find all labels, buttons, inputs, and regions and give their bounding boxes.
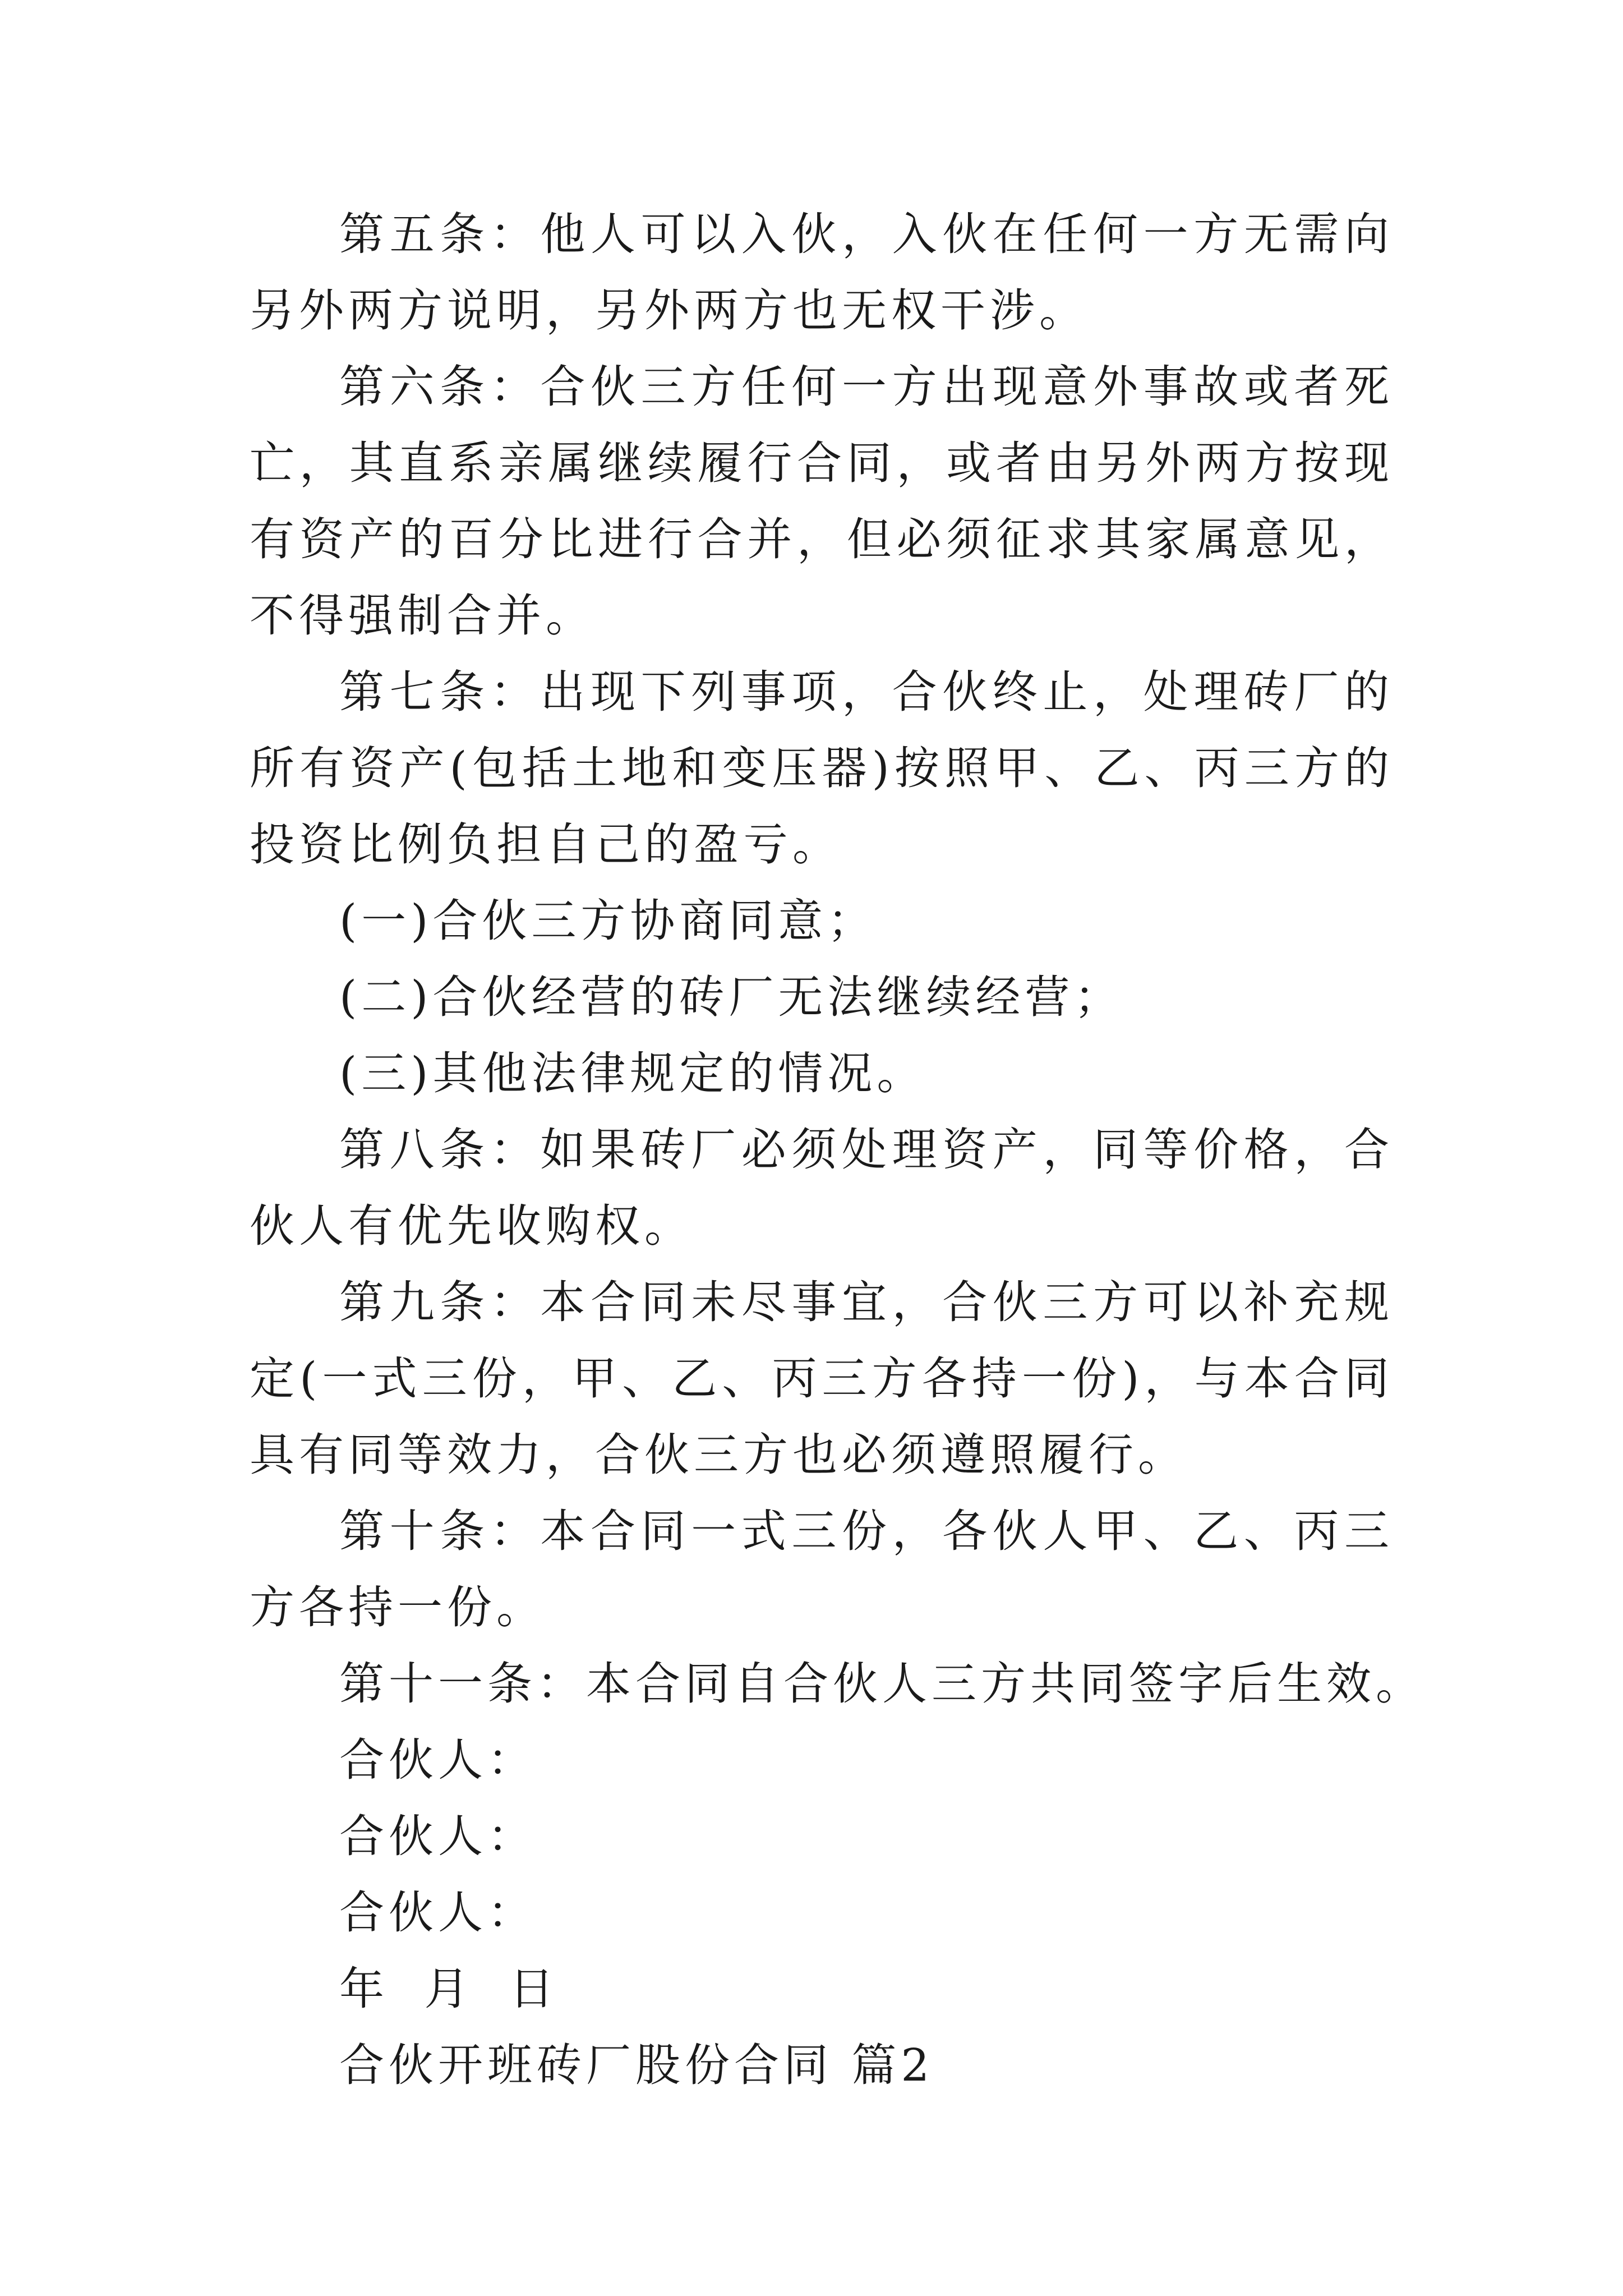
- article-11: 第十一条：本合同自合伙人三方共同签字后生效。: [339, 1658, 1425, 1710]
- next-section-title: 合伙开班砖厂股份合同 篇2: [339, 2039, 934, 2091]
- article-7-item-2: (二)合伙经营的砖厂无法继续经营；: [339, 971, 1124, 1023]
- signature-partner-1: 合伙人：: [339, 1734, 537, 1786]
- article-7-item-1: (一)合伙三方协商同意；: [339, 895, 877, 947]
- article-7: 第七条：出现下列事项，合伙终止，处理砖厂的所有资产(包括土地和变压器)按照甲、乙、丙三方的投资比例负担自己的盈亏。: [250, 666, 1394, 871]
- article-5: 第五条：他人可以入伙，入伙在任何一方无需向另外两方说明，另外两方也无权干涉。: [250, 208, 1394, 337]
- document-body: [250, 196, 1425, 2104]
- signature-partner-2: 合伙人：: [339, 1810, 537, 1862]
- article-9: 第九条：本合同未尽事宜，合伙三方可以补充规定(一式三份，甲、乙、丙三方各持一份)，与本合同具有同等效力，合伙三方也必须遵照履行。: [250, 1276, 1394, 1481]
- article-7-item-3: (三)其他法律规定的情况。: [339, 1047, 926, 1099]
- date-line: 年 月 日: [339, 1963, 559, 2015]
- article-10: 第十条：本合同一式三份，各伙人甲、乙、丙三方各持一份。: [250, 1505, 1394, 1634]
- article-8: 第八条：如果砖厂必须处理资产，同等价格，合伙人有优先收购权。: [250, 1124, 1394, 1252]
- signature-partner-3: 合伙人：: [339, 1887, 537, 1939]
- article-6: 第六条：合伙三方任何一方出现意外事故或者死亡，其直系亲属继续履行合同，或者由另外两方按现有资产的百分比进行合并，但必须征求其家属意见，不得强制合并。: [250, 361, 1394, 642]
